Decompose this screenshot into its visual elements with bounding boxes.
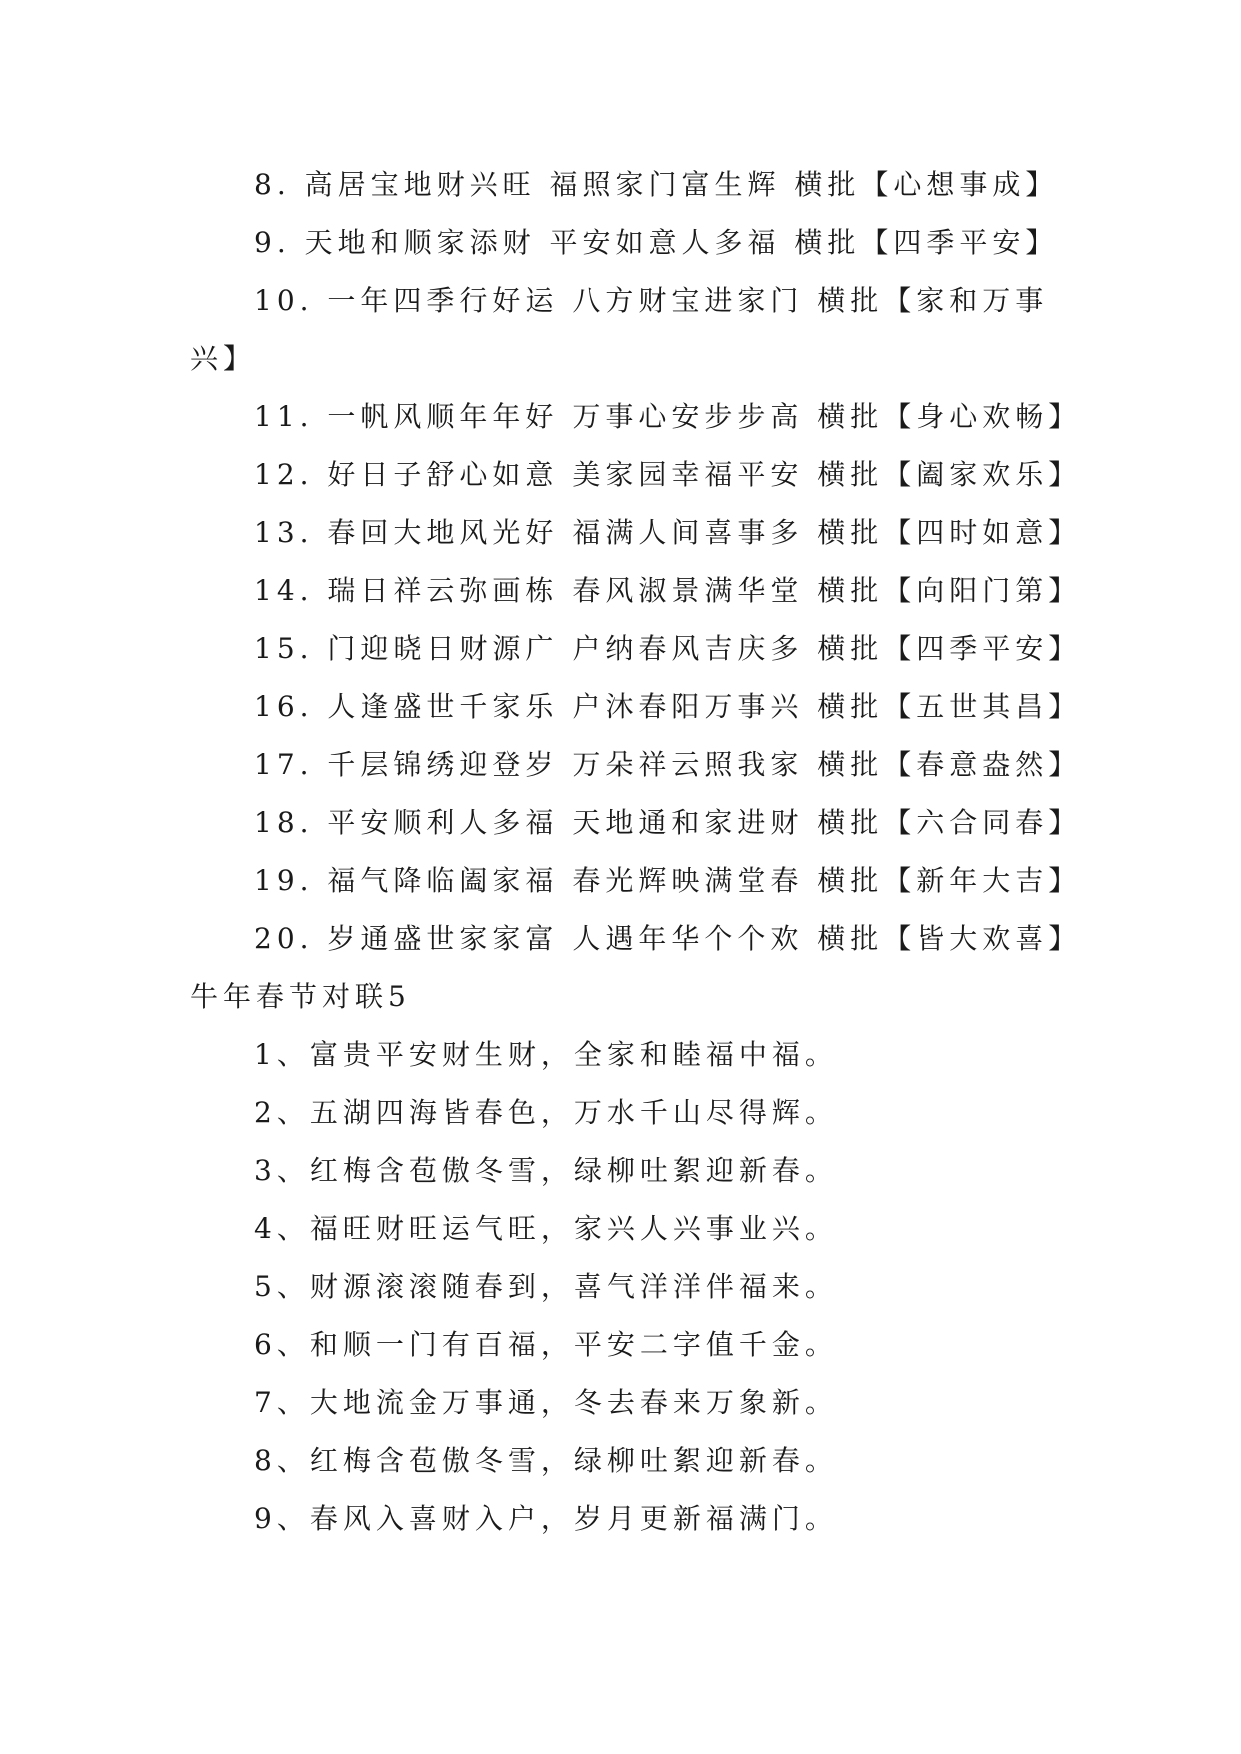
couplet-line: 19. 福气降临阖家福 春光辉映满堂春 横批【新年大吉】 [254,864,1082,897]
couplet-line: 13. 春回大地风光好 福满人间喜事多 横批【四时如意】 [254,516,1082,549]
couplet-line: 9、春风入喜财入户，岁月更新福满门。 [254,1502,838,1535]
couplet-line: 8、红梅含苞傲冬雪，绿柳吐絮迎新春。 [254,1444,838,1477]
couplet-line: 18. 平安顺利人多福 天地通和家进财 横批【六合同春】 [254,806,1082,839]
couplet-line: 14. 瑞日祥云弥画栋 春风淑景满华堂 横批【向阳门第】 [254,574,1082,607]
couplet-line: 9. 天地和顺家添财 平安如意人多福 横批【四季平安】 [254,226,1059,259]
couplet-line: 1、富贵平安财生财，全家和睦福中福。 [254,1038,838,1071]
couplet-line: 10. 一年四季行好运 八方财宝进家门 横批【家和万事 [254,284,1049,317]
couplet-line: 6、和顺一门有百福，平安二字值千金。 [254,1328,838,1361]
couplet-line: 2、五湖四海皆春色，万水千山尽得辉。 [254,1096,838,1129]
couplet-line: 15. 门迎晓日财源广 户纳春风吉庆多 横批【四季平安】 [254,632,1082,665]
couplet-line-continuation: 兴】 [190,342,257,375]
couplet-line: 16. 人逢盛世千家乐 户沐春阳万事兴 横批【五世其昌】 [254,690,1082,723]
couplet-line: 12. 好日子舒心如意 美家园幸福平安 横批【阖家欢乐】 [254,458,1082,491]
couplet-line: 11. 一帆风顺年年好 万事心安步步高 横批【身心欢畅】 [254,400,1082,433]
couplet-line: 20. 岁通盛世家家富 人遇年华个个欢 横批【皆大欢喜】 [254,922,1082,955]
couplet-line: 17. 千层锦绣迎登岁 万朵祥云照我家 横批【春意盎然】 [254,748,1082,781]
couplet-line: 7、大地流金万事通，冬去春来万象新。 [254,1386,838,1419]
couplet-line: 5、财源滚滚随春到，喜气洋洋伴福来。 [254,1270,838,1303]
couplet-line: 3、红梅含苞傲冬雪，绿柳吐絮迎新春。 [254,1154,838,1187]
couplet-line: 8. 高居宝地财兴旺 福照家门富生辉 横批【心想事成】 [254,168,1059,201]
couplet-line: 4、福旺财旺运气旺，家兴人兴事业兴。 [254,1212,838,1245]
section-heading: 牛年春节对联5 [190,980,411,1013]
